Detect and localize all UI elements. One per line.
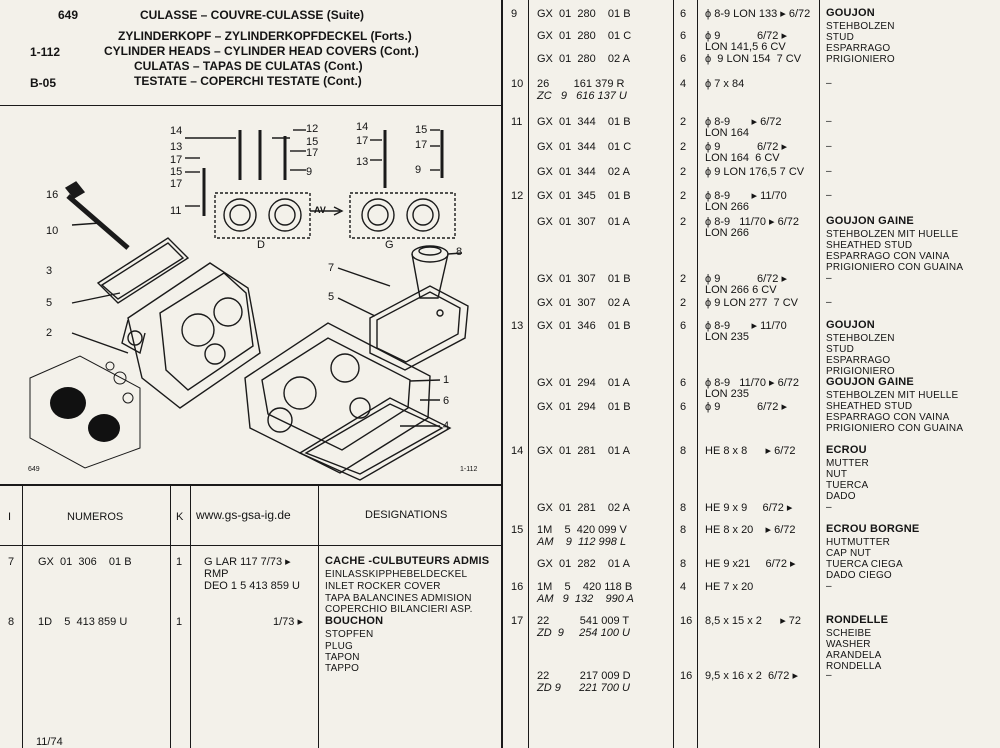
right-row-info: LON 164 — [705, 127, 750, 139]
right-row-desc: PRIGIONIERO — [826, 366, 895, 377]
right-row-qty: 2 — [680, 273, 687, 285]
right-row-desc: GOUJON — [826, 7, 875, 19]
right-row-info: ϕ 9 6/72 ▸ — [705, 273, 787, 285]
right-row-info: LON 266 6 CV — [705, 284, 777, 296]
right-row-number: 26 161 379 R — [537, 78, 625, 90]
right-row-qty: 2 — [680, 216, 687, 228]
right-row-desc: PRIGIONIERO CON GUAINA — [826, 423, 964, 434]
left-row-7-info-2: RMP — [204, 568, 229, 580]
right-row-qty: 6 — [680, 8, 687, 20]
right-row-number: GX 01 344 01 B — [537, 116, 631, 128]
callout-16: 16 — [46, 189, 59, 201]
right-row-number: GX 01 345 01 B — [537, 190, 631, 202]
right-row-desc: ESPARRAGO — [826, 355, 891, 366]
right-row-desc: STEHBOLZEN — [826, 21, 895, 32]
title-german: ZYLINDERKOPF – ZYLINDERKOPFDECKEL (Forts.) — [118, 29, 412, 43]
right-row-number: GX 01 346 01 B — [537, 320, 631, 332]
center-divider — [501, 0, 503, 748]
callout-5-left: 5 — [46, 297, 53, 309]
section-code: B-05 — [30, 76, 57, 90]
cylinder-head-illustration — [10, 108, 495, 486]
right-row-info: LON 266 — [705, 227, 750, 239]
right-row-info: ϕ 8-9 ▸ 11/70 — [705, 190, 787, 202]
right-row-number: 22 217 009 D — [537, 670, 631, 682]
callout-14-b: 14 — [356, 121, 369, 133]
right-row-number: AM 9 112 998 L — [537, 536, 627, 548]
right-row-desc: SHEATHED STUD — [826, 401, 913, 412]
right-row-qty: 6 — [680, 30, 687, 42]
col-header-designations: DESIGNATIONS — [365, 509, 448, 521]
right-row-qty: 2 — [680, 297, 687, 309]
callout-1: 1 — [443, 374, 450, 386]
right-row-desc: ESPARRAGO CON VAINA — [826, 251, 950, 262]
ref-code: 1-112 — [30, 45, 61, 59]
right-row-desc: SCHEIBE — [826, 628, 872, 639]
right-row-info: ϕ 8-9 11/70 ▸ 6/72 — [705, 216, 800, 228]
right-row-desc: WASHER — [826, 639, 871, 650]
right-row-info: LON 266 — [705, 201, 750, 213]
right-row-item: 10 — [511, 78, 524, 90]
right-row-number: AM 9 132 990 A — [537, 593, 634, 605]
right-row-desc: – — [826, 581, 832, 592]
left-row-7-desc-5: COPERCHIO BILANCIERI ASP. — [325, 604, 473, 615]
left-row-8-desc-2: STOPFEN — [325, 629, 374, 640]
right-row-desc: ECROU BORGNE — [826, 523, 920, 535]
right-row-info: ϕ 8-9 ▸ 6/72 — [705, 116, 782, 128]
left-row-7-desc-3: INLET ROCKER COVER — [325, 581, 441, 592]
right-row-info: LON 164 6 CV — [705, 152, 780, 164]
right-row-info: ϕ 8-9 11/70 ▸ 6/72 — [705, 377, 800, 389]
right-row-info: HE 7 x 20 — [705, 581, 754, 593]
right-row-desc: DADO — [826, 491, 856, 502]
right-row-qty: 2 — [680, 141, 687, 153]
right-row-number: ZD 9 221 700 U — [537, 682, 630, 694]
right-row-item: 16 — [511, 581, 524, 593]
left-row-7-item: 7 — [8, 556, 15, 568]
left-row-8-desc-1: BOUCHON — [325, 615, 384, 627]
view-label-g: G — [385, 239, 394, 251]
right-row-number: 1M 5 420 118 B — [537, 581, 633, 593]
callout-17-b: 17 — [170, 178, 183, 190]
right-row-info: LON 141,5 6 CV — [705, 41, 786, 53]
right-row-number: ZD 9 254 100 U — [537, 627, 630, 639]
right-row-desc: STEHBOLZEN MIT HUELLE — [826, 229, 959, 240]
right-row-number: ZC 9 616 137 U — [537, 90, 627, 102]
left-col-number-divider — [170, 484, 171, 748]
diagram-footer-right: 1-112 — [460, 466, 478, 473]
right-row-qty: 6 — [680, 377, 687, 389]
right-row-desc: SHEATHED STUD — [826, 240, 913, 251]
right-row-info: HE 8 x 8 ▸ 6/72 — [705, 445, 796, 457]
table-header-divider — [0, 545, 501, 546]
right-col-info-divider — [819, 0, 820, 748]
callout-6: 6 — [443, 395, 450, 407]
callout-17-a: 17 — [170, 154, 183, 166]
right-row-item: 9 — [511, 8, 518, 20]
right-row-qty: 2 — [680, 190, 687, 202]
right-row-info: ϕ 7 x 84 — [705, 78, 745, 90]
right-row-desc: STEHBOLZEN — [826, 333, 895, 344]
right-row-number: GX 01 344 02 A — [537, 166, 630, 178]
right-row-info: ϕ 9 6/72 ▸ — [705, 141, 787, 153]
right-row-qty: 8 — [680, 445, 687, 457]
right-row-number: GX 01 294 01 A — [537, 377, 630, 389]
callout-17-d: 17 — [356, 135, 369, 147]
right-row-desc: STUD — [826, 32, 855, 43]
right-row-item: 12 — [511, 190, 524, 202]
right-row-qty: 6 — [680, 320, 687, 332]
right-row-desc: ESPARRAGO — [826, 43, 891, 54]
page-number: 649 — [58, 8, 79, 22]
left-row-7-desc-1: CACHE -CULBUTEURS ADMIS — [325, 555, 490, 567]
right-row-info: HE 9 x 9 6/72 ▸ — [705, 502, 793, 514]
left-row-7-desc-4: TAPA BALANCINES ADMISION — [325, 593, 472, 604]
right-row-desc: RONDELLE — [826, 614, 889, 626]
right-row-desc: CAP NUT — [826, 548, 872, 559]
right-row-info: 8,5 x 15 x 2 ▸ 72 — [705, 615, 802, 627]
right-row-info: ϕ 9 6/72 ▸ — [705, 401, 787, 413]
callout-5-right: 5 — [328, 291, 335, 303]
right-row-desc: – — [826, 78, 832, 89]
right-row-desc: – — [826, 141, 832, 152]
left-row-7-info-1: G LAR 117 7/73 ▸ — [204, 556, 291, 568]
right-row-qty: 8 — [680, 502, 687, 514]
callout-11: 11 — [170, 205, 182, 217]
left-row-7-info-3: DEO 1 5 413 859 U — [204, 580, 301, 592]
right-row-desc: MUTTER — [826, 458, 869, 469]
callout-3: 3 — [46, 265, 53, 277]
right-row-qty: 6 — [680, 401, 687, 413]
right-row-number: GX 01 294 01 B — [537, 401, 631, 413]
right-row-item: 13 — [511, 320, 524, 332]
left-row-8-desc-3: PLUG — [325, 641, 354, 652]
right-row-desc: – — [826, 166, 832, 177]
right-row-desc: TUERCA CIEGA — [826, 559, 903, 570]
right-row-info: ϕ 9 LON 176,5 7 CV — [705, 166, 805, 178]
right-row-qty: 16 — [680, 670, 693, 682]
exploded-view-diagram — [10, 108, 495, 486]
callout-4: 4 — [443, 420, 450, 432]
right-row-desc: ECROU — [826, 444, 867, 456]
right-row-desc: – — [826, 273, 832, 284]
right-row-desc: HUTMUTTER — [826, 537, 891, 548]
right-row-info: ϕ 9 LON 277 7 CV — [705, 297, 798, 309]
callout-13-b: 13 — [356, 156, 369, 168]
right-row-number: GX 01 280 01 B — [537, 8, 631, 20]
left-row-7-number: GX 01 306 01 B — [38, 556, 132, 568]
right-col-number-divider — [673, 0, 674, 748]
view-label-d: D — [257, 239, 265, 251]
right-row-qty: 2 — [680, 116, 687, 128]
right-row-number: GX 01 282 01 A — [537, 558, 630, 570]
right-row-qty: 16 — [680, 615, 693, 627]
right-row-info: ϕ 9 LON 154 7 CV — [705, 53, 802, 65]
right-row-desc: – — [826, 116, 832, 127]
callout-14-a: 14 — [170, 125, 183, 137]
right-row-number: GX 01 281 01 A — [537, 445, 630, 457]
right-row-number: GX 01 344 01 C — [537, 141, 632, 153]
right-row-desc: GOUJON — [826, 319, 875, 331]
right-row-info: ϕ 8-9 LON 133 ▸ 6/72 — [705, 8, 811, 20]
right-row-number: GX 01 307 02 A — [537, 297, 630, 309]
title-spanish: CULATAS – TAPAS DE CULATAS (Cont.) — [134, 59, 363, 73]
callout-13-a: 13 — [170, 141, 183, 153]
callout-15-a: 15 — [170, 166, 183, 178]
col-header-website: www.gs-gsa-ig.de — [196, 508, 291, 522]
left-row-8-desc-4: TAPON — [325, 652, 360, 663]
arrow-label-av: AV — [314, 205, 326, 215]
title-french: CULASSE – COUVRE-CULASSE (Suite) — [140, 8, 365, 22]
right-row-number: GX 01 307 01 B — [537, 273, 631, 285]
right-row-desc: GOUJON GAINE — [826, 376, 914, 388]
callout-2: 2 — [46, 327, 53, 339]
right-row-desc: RONDELLA — [826, 661, 882, 672]
right-row-item: 17 — [511, 615, 524, 627]
col-header-item: I — [8, 511, 12, 523]
right-row-desc: STUD — [826, 344, 855, 355]
left-row-7-qty: 1 — [176, 556, 183, 568]
header-divider — [0, 105, 501, 106]
callout-17-e: 17 — [415, 139, 428, 151]
right-col-item-divider — [528, 0, 529, 748]
right-row-item: 11 — [511, 116, 523, 128]
callout-10: 10 — [46, 225, 59, 237]
callout-9-a: 9 — [306, 166, 313, 178]
right-row-info: HE 8 x 20 ▸ 6/72 — [705, 524, 796, 536]
right-row-info: ϕ 9 6/72 ▸ — [705, 30, 787, 42]
right-row-number: 1M 5 420 099 V — [537, 524, 627, 536]
left-row-8-item: 8 — [8, 616, 15, 628]
right-row-number: GX 01 307 01 A — [537, 216, 630, 228]
callout-15-c: 15 — [415, 124, 428, 136]
right-row-desc: ARANDELA — [826, 650, 882, 661]
right-row-desc: ESPARRAGO CON VAINA — [826, 412, 950, 423]
right-row-number: 22 541 009 T — [537, 615, 630, 627]
left-row-8-number: 1D 5 413 859 U — [38, 616, 128, 628]
right-row-info: LON 235 — [705, 331, 750, 343]
title-italian: TESTATE – COPERCHI TESTATE (Cont.) — [134, 74, 362, 88]
right-row-desc: NUT — [826, 469, 848, 480]
left-row-8-desc-5: TAPPO — [325, 663, 360, 674]
right-row-info: LON 235 — [705, 388, 750, 400]
callout-7: 7 — [328, 262, 335, 274]
right-row-qty: 4 — [680, 581, 687, 593]
callout-15-b: 15 — [306, 136, 319, 148]
right-row-info: HE 9 x21 6/72 ▸ — [705, 558, 796, 570]
right-row-desc: TUERCA — [826, 480, 869, 491]
right-row-qty: 6 — [680, 53, 687, 65]
right-row-desc: PRIGIONIERO CON GUAINA — [826, 262, 964, 273]
left-col-qty-divider — [190, 484, 191, 748]
left-row-8-qty: 1 — [176, 616, 183, 628]
footer-date: 11/74 — [36, 736, 63, 748]
left-row-8-info-1: 1/73 ▸ — [273, 616, 303, 628]
right-row-qty: 2 — [680, 166, 687, 178]
callout-17-c: 17 — [306, 147, 319, 159]
right-row-qty: 4 — [680, 78, 687, 90]
right-row-desc: – — [826, 297, 832, 308]
left-col-item-divider — [22, 484, 23, 748]
col-header-numbers: NUMEROS — [67, 511, 124, 523]
right-row-desc: – — [826, 502, 832, 513]
right-row-info: ϕ 8-9 ▸ 11/70 — [705, 320, 787, 332]
right-row-qty: 8 — [680, 524, 687, 536]
right-row-desc: – — [826, 190, 832, 201]
diagram-footer-left: 649 — [28, 466, 40, 473]
right-row-number: GX 01 280 01 C — [537, 30, 632, 42]
right-col-qty-divider — [697, 0, 698, 748]
callout-9-b: 9 — [415, 164, 422, 176]
callout-12: 12 — [306, 123, 319, 135]
right-row-number: GX 01 281 02 A — [537, 502, 630, 514]
right-row-desc: – — [826, 670, 832, 681]
left-row-7-desc-2: EINLASSKIPPHEBELDECKEL — [325, 569, 468, 580]
right-row-item: 15 — [511, 524, 524, 536]
col-header-qty: K — [176, 511, 184, 523]
callout-8: 8 — [456, 246, 463, 258]
right-row-qty: 8 — [680, 558, 687, 570]
left-col-info-divider — [318, 484, 319, 748]
title-english: CYLINDER HEADS – CYLINDER HEAD COVERS (Cont.) — [104, 44, 419, 58]
right-row-item: 14 — [511, 445, 524, 457]
right-row-desc: GOUJON GAINE — [826, 215, 914, 227]
right-row-number: GX 01 280 02 A — [537, 53, 630, 65]
right-row-desc: DADO CIEGO — [826, 570, 892, 581]
right-row-desc: PRIGIONIERO — [826, 54, 895, 65]
right-row-info: 9,5 x 16 x 2 6/72 ▸ — [705, 670, 798, 682]
right-row-desc: STEHBOLZEN MIT HUELLE — [826, 390, 959, 401]
